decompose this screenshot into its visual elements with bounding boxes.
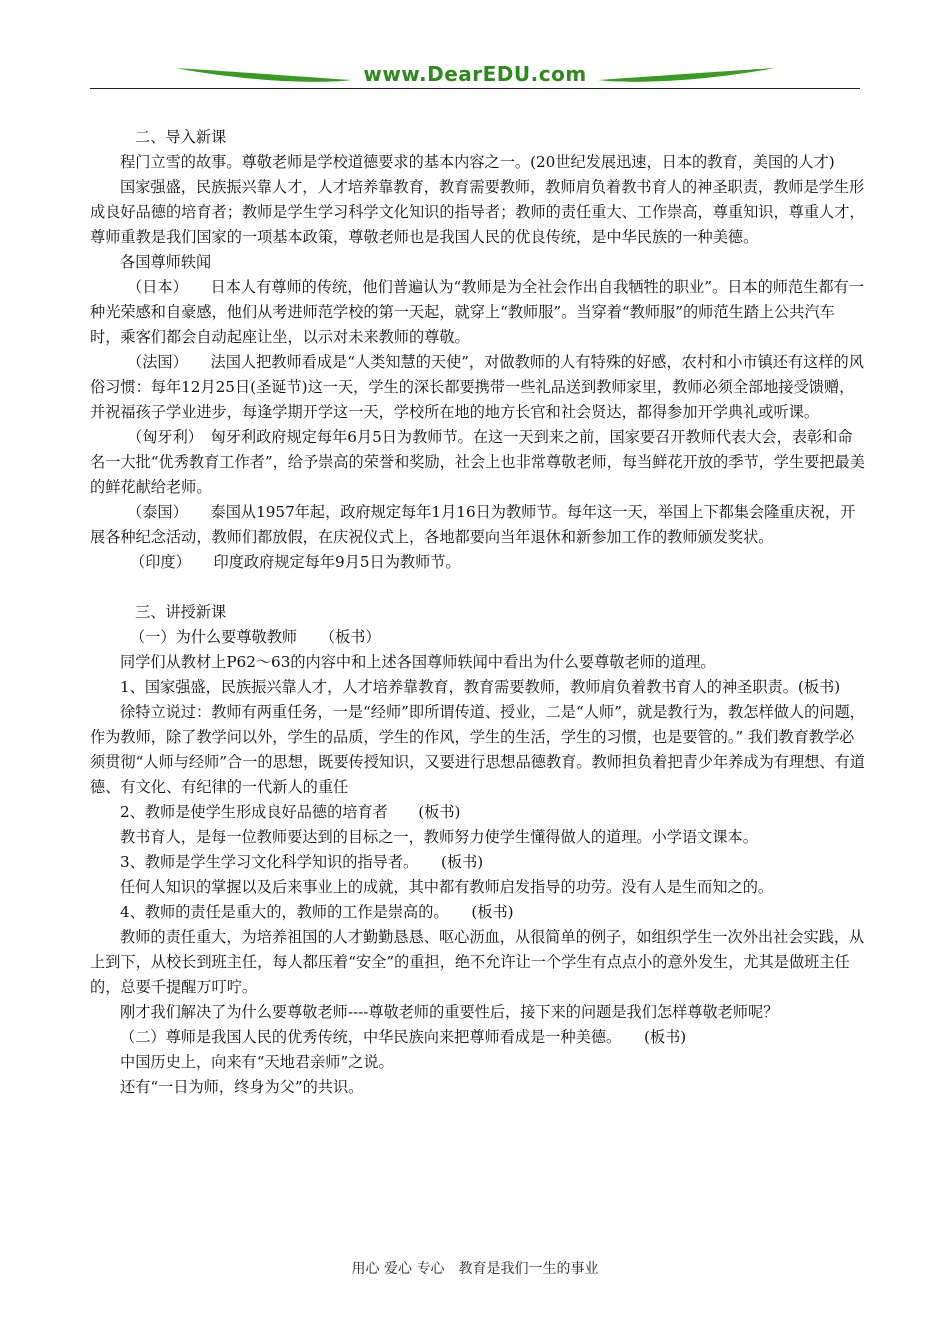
paragraph: 1、国家强盛，民族振兴靠人才，人才培养靠教育，教育需要教师，教师肩负着教书育人的神圣职责。(板书) xyxy=(120,678,841,696)
paragraph: 任何人知识的掌握以及后来事业上的成就，其中都有教师启发指导的功劳。没有人是生而知之的。 xyxy=(120,878,774,896)
section-heading: 二、导入新课 xyxy=(135,128,227,146)
site-url-logo: www.DearEDU.com xyxy=(363,62,587,86)
paragraph: 3、教师是学生学习文化科学知识的指导者。 (板书) xyxy=(120,853,484,871)
page-footer: 用心 爱心 专心 教育是我们一生的事业 xyxy=(351,1261,599,1277)
document-body xyxy=(90,125,865,1100)
paragraph: 教书育人，是每一位教师要达到的目标之一，教师努力使学生懂得做人的道理。小学语文课本。 xyxy=(120,828,758,846)
paragraph: （泰国） 泰国从1957年起，政府规定每年1月16日为教师节。每年这一天，举国上下都集会隆重庆祝，开展各种纪念活动，教师们都放假，在庆祝仪式上，各地都要向当年退休和新参加工作的教师颁发奖状。 xyxy=(90,503,856,546)
paragraph: （法国） 法国人把教师看成是“人类知慧的天使”，对做教师的人有特殊的好感，农村和小市镇还有这样的风俗习惯：每年12月25日(圣诞节)这一天，学生的深长都要携带一些礼品送到教师家里，教师必须全部地接受馈赠，并祝福孩子学业进步，每逢学期开学这一天，学校所在地的地方长官和社会贤达，都得参加开学典礼或听课。 xyxy=(90,353,864,421)
paragraph: 教师的责任重大，为培养祖国的人才勤勤恳恳、呕心沥血，从很简单的例子，如组织学生一次外出社会实践，从上到下，从校长到班主任，每人都压着“安全”的重担，绝不允许让一个学生有点点小的意外发生，尤其是做班主任的，总要千提醒万叮咛。 xyxy=(90,928,865,996)
paragraph: 同学们从教材上P62～63的内容中和上述各国尊师轶闻中看出为什么要尊敬老师的道理。 xyxy=(120,653,716,671)
paragraph: （印度） 印度政府规定每年9月5日为教师节。 xyxy=(130,553,461,571)
paragraph: 刚才我们解决了为什么要尊敬老师----尊敬老师的重要性后，接下来的问题是我们怎样尊敬老师呢？ xyxy=(120,1003,779,1021)
paragraph: 国家强盛，民族振兴靠人才，人才培养靠教育，教育需要教师，教师肩负着教书育人的神圣职责，教师是学生形成良好品德的培育者；教师是学生学习科学文化知识的指导者；教师的责任重大、工作崇高，尊重知识，尊重人才，尊师重教是我们国家的一项基本政策，尊敬老师也是我国人民的优良传统，是中华民族的一种美德。 xyxy=(90,178,865,246)
paragraph-gap xyxy=(90,575,865,600)
paragraph: 2、教师是使学生形成良好品德的培育者 (板书) xyxy=(120,803,461,821)
paragraph: 徐特立说过：教师有两重任务，一是“经师”即所谓传道、授业，二是“人师”，就是教行为，教怎样做人的问题，作为教师，除了教学问以外，学生的品质，学生的作风，学生的生活，学生的习惯，也是要管的。” 我们教育教学必须贯彻“人师与经师”合一的思想，既要传授知识，又要进行思想品德教育。教师担负着把青少年养成为有理想、有道德、有文化、有纪律的一代新人的重任 xyxy=(90,703,865,796)
paragraph: （日本） 日本人有尊师的传统，他们普遍认为“教师是为全社会作出自我牺牲的职业”。日本的师范生都有一种光荣感和自豪感，他们从考进师范学校的第一天起，就穿上“教师服”。当穿着“教师服”的师范生踏上公共汽车时，乘客们都会自动起座让坐，以示对未来教师的尊敬。 xyxy=(90,278,864,346)
section-heading: 三、讲授新课 xyxy=(135,603,227,621)
paragraph: （一）为什么要尊敬教师 （板书） xyxy=(130,628,381,646)
paragraph: （二）尊师是我国人民的优秀传统，中华民族向来把尊师看成是一种美德。 (板书) xyxy=(120,1028,687,1046)
paragraph: 还有“一日为师，终身为父”的共识。 xyxy=(120,1078,364,1096)
paragraph: 程门立雪的故事。尊敬老师是学校道德要求的基本内容之一。(20世纪发展迅速，日本的教育，美国的人才) xyxy=(120,153,835,171)
header-divider xyxy=(90,88,860,89)
site-header-banner xyxy=(90,58,860,92)
paragraph: 4、教师的责任是重大的，教师的工作是崇高的。 (板书) xyxy=(120,903,514,921)
paragraph: （匈牙利） 匈牙利政府规定每年6月5日为教师节。在这一天到来之前，国家要召开教师代表大会，表彰和命名一大批“优秀教育工作者”，给予崇高的荣誉和奖励，社会上也非常尊敬老师，每当鲜花开放的季节，学生要把最美的鲜花献给老师。 xyxy=(90,428,865,496)
paragraph: 中国历史上，向来有“天地君亲师”之说。 xyxy=(120,1053,394,1071)
paragraph: 各国尊师轶闻 xyxy=(120,253,212,271)
